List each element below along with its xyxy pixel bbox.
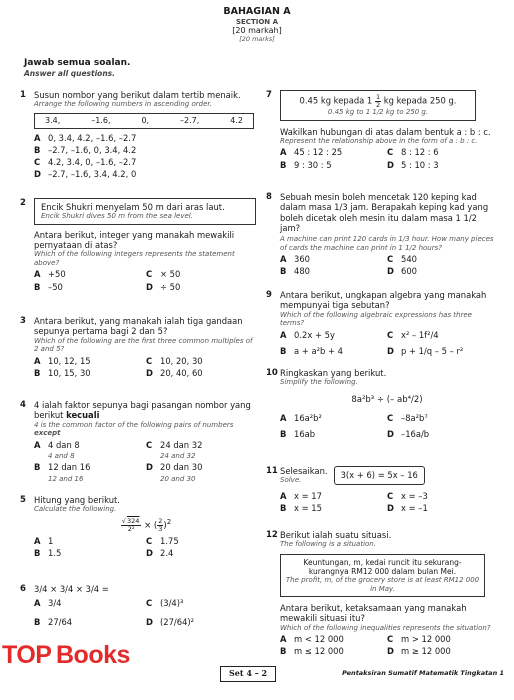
option-a[interactable] xyxy=(280,491,387,501)
question-9 xyxy=(266,290,494,356)
option-text: –2.7, –1.6, 0, 3.4, 4.2 xyxy=(48,144,137,155)
section-title-ms: BAHAGIAN A xyxy=(223,6,291,17)
option-text: a + a²b + 4 xyxy=(294,345,343,356)
option-text: (27/64)² xyxy=(160,616,195,627)
number-item: 0, xyxy=(141,115,150,125)
option-letter: B xyxy=(280,503,287,514)
question-text-en-2: Which of the following inequalities represents the situation? xyxy=(280,623,491,632)
option-a[interactable] xyxy=(34,598,146,608)
question-text-ms: Susun nombor yang berikut dalam tertib menaik. xyxy=(34,90,241,100)
instructions-en: Answer all questions. xyxy=(24,68,115,78)
question-6 xyxy=(20,584,258,627)
option-text: 1 xyxy=(48,536,54,547)
option-c[interactable] xyxy=(387,330,494,340)
question-text-en: The following is a situation. xyxy=(280,540,376,549)
question-number: 3 xyxy=(20,316,26,326)
question-text-en: Represent the relationship above in the form of a : b : c. xyxy=(280,136,478,145)
option-letter: D xyxy=(146,281,153,292)
option-text-en: 4 and 8 xyxy=(48,451,75,460)
options-row xyxy=(280,646,494,656)
option-b[interactable] xyxy=(280,346,387,356)
question-8 xyxy=(266,192,494,277)
options-row xyxy=(34,598,258,608)
option-letter: D xyxy=(387,159,394,170)
set-label: Set 4 – 2 xyxy=(220,666,276,682)
option-d[interactable] xyxy=(146,368,258,378)
question-text-main: 4 is the common factor of the following pairs of numbers xyxy=(34,420,234,429)
option-text: 4.2, 3.4, 0, –1.6, –2.7 xyxy=(48,157,137,168)
options-row xyxy=(34,269,258,279)
option-letter: A xyxy=(34,132,41,143)
option-text: 600 xyxy=(401,266,417,277)
option-text: 24 dan 32 xyxy=(160,439,203,450)
options-row xyxy=(280,266,494,276)
footer-title: Pentaksiran Sumatif Matematik Tingkatan 1 xyxy=(342,669,504,677)
question-number: 8 xyxy=(266,192,272,202)
option-text: –50 xyxy=(48,281,63,292)
option-letter: C xyxy=(146,439,153,450)
option-letter: C xyxy=(146,269,153,280)
option-letter: B xyxy=(34,281,41,292)
option-d[interactable] xyxy=(34,169,258,179)
option-text: 1.5 xyxy=(48,548,62,559)
option-d[interactable] xyxy=(387,429,494,439)
question-text-en: Calculate the following. xyxy=(34,505,117,514)
number-item: 3.4, xyxy=(45,115,61,125)
relationship-box xyxy=(280,90,476,121)
option-text: 27/64 xyxy=(48,616,73,627)
question-text-ms: Antara berikut, yang manakah ialah tiga gandaan sepunya pertama bagi 2 dan 5? xyxy=(34,316,243,337)
option-text: –2.7, –1.6, 3.4, 4.2, 0 xyxy=(48,169,137,180)
option-letter: D xyxy=(146,616,153,627)
option-letter: C xyxy=(387,254,394,265)
option-text-en: 20 and 30 xyxy=(160,474,196,483)
option-b[interactable] xyxy=(280,646,387,656)
option-text: 45 : 12 : 25 xyxy=(294,147,343,158)
option-a[interactable] xyxy=(34,536,146,546)
question-text-ms xyxy=(34,400,258,421)
option-letter: B xyxy=(34,144,41,155)
option-letter: B xyxy=(34,548,41,559)
options-row xyxy=(280,413,494,423)
question-text-ms: Selesaikan. xyxy=(280,466,328,476)
option-b[interactable] xyxy=(34,617,146,627)
options-row xyxy=(34,282,258,292)
option-text: 10, 12, 15 xyxy=(48,355,91,366)
option-letter: A xyxy=(280,490,287,501)
question-number: 4 xyxy=(20,400,26,410)
option-letter: A xyxy=(34,269,41,280)
options-row xyxy=(34,536,258,546)
question-12 xyxy=(266,530,494,657)
question-text-ms: Antara berikut, integer yang manakah mewakili pernyataan di atas? xyxy=(34,229,235,251)
option-text: –16a/b xyxy=(401,429,430,440)
option-b[interactable] xyxy=(280,160,387,170)
option-b[interactable] xyxy=(34,548,146,558)
section-marks-ms: [20 markah] xyxy=(232,26,282,36)
number-item: –1.6, xyxy=(91,115,111,125)
option-b[interactable] xyxy=(280,429,387,439)
instructions xyxy=(24,58,130,78)
option-d[interactable] xyxy=(387,266,494,276)
option-letter: D xyxy=(387,646,394,657)
options-row xyxy=(280,503,494,513)
option-c[interactable] xyxy=(387,413,494,423)
denominator: 3 xyxy=(158,524,163,533)
section-marks-en: [20 marks] xyxy=(239,34,275,43)
option-letter: D xyxy=(387,503,394,514)
option-letter: A xyxy=(280,413,287,424)
option-letter: A xyxy=(34,355,41,366)
option-text: 20, 40, 60 xyxy=(160,367,203,378)
option-letter: D xyxy=(146,548,153,559)
options-row xyxy=(34,462,258,483)
question-text-ms: Berikut ialah suatu situasi. xyxy=(280,530,392,540)
option-c[interactable] xyxy=(34,157,258,167)
option-c[interactable] xyxy=(387,634,494,644)
option-c[interactable] xyxy=(387,491,494,501)
options-row xyxy=(280,330,494,340)
option-b[interactable] xyxy=(280,503,387,513)
question-text-ms: Hitung yang berikut. xyxy=(34,495,120,505)
option-b[interactable] xyxy=(34,368,146,378)
fraction: $\frac{1}{2}$ xyxy=(375,93,381,109)
option-text-en: 24 and 32 xyxy=(160,451,196,460)
option-d[interactable] xyxy=(146,462,258,483)
number-list-box xyxy=(34,113,254,129)
question-number: 12 xyxy=(266,530,278,540)
option-letter: B xyxy=(34,462,41,473)
option-letter: B xyxy=(280,646,287,657)
fraction: $\frac{√324}{\text{2²}}$ xyxy=(121,517,140,533)
options-row xyxy=(280,429,494,439)
section-header xyxy=(0,6,514,44)
option-a[interactable] xyxy=(280,254,387,264)
math-expression: 8a²b³ ÷ (– ab⁴/2) xyxy=(351,394,423,405)
option-d[interactable] xyxy=(387,346,494,356)
topbooks-logo xyxy=(0,640,150,688)
question-number: 7 xyxy=(266,90,272,100)
option-text: 20 dan 30 xyxy=(160,462,203,473)
question-text-ms: Wakilkan hubungan di atas dalam bentuk a : b : c. xyxy=(280,126,491,137)
option-text: 16ab xyxy=(294,429,316,440)
question-text-ms: Sebuah mesin boleh mencetak 120 keping kad dalam masa 1/3 jam. Berapakah keping kad yang boleh dicetak oleh mesin itu dalam masa 1 1/2 jam? xyxy=(280,192,489,233)
option-letter: D xyxy=(34,169,41,180)
question-text-en: Arrange the following numbers in ascending order. xyxy=(34,100,212,109)
question-1 xyxy=(20,90,258,180)
question-number: 10 xyxy=(266,368,278,378)
options-row xyxy=(34,617,258,627)
fraction xyxy=(157,518,163,532)
option-a[interactable] xyxy=(34,356,146,366)
option-text: 480 xyxy=(294,266,310,277)
question-text-en: Solve. xyxy=(280,476,302,485)
options-row xyxy=(34,548,258,558)
option-text: 9 : 30 : 5 xyxy=(294,159,332,170)
option-text-en: 12 and 16 xyxy=(48,474,84,483)
option-letter: A xyxy=(34,536,41,547)
question-2 xyxy=(20,198,258,292)
option-text: +50 xyxy=(48,269,66,280)
options-row xyxy=(280,160,494,170)
logo-word-top: TOP xyxy=(2,641,52,669)
options-row xyxy=(280,634,494,644)
option-text: 2.4 xyxy=(160,548,174,559)
option-letter: A xyxy=(34,439,41,450)
option-text: 16a²b² xyxy=(294,413,322,424)
relationship-part: kg kepada 250 g. xyxy=(383,95,457,106)
option-a[interactable] xyxy=(280,147,387,157)
option-letter: A xyxy=(34,598,41,609)
question-5 xyxy=(20,495,258,559)
math-expression: 3/4 × 3/4 × 3/4 = xyxy=(34,584,109,594)
option-text: x = –1 xyxy=(401,503,428,514)
option-text: 360 xyxy=(294,254,310,265)
question-text-en: Which of the following algebraic expressions has three terms? xyxy=(280,310,472,328)
option-letter: B xyxy=(34,616,41,627)
option-text: 5 : 10 : 3 xyxy=(401,159,439,170)
option-d[interactable] xyxy=(146,617,258,627)
option-d[interactable] xyxy=(146,282,258,292)
question-7 xyxy=(266,90,494,170)
option-text: m > 12 000 xyxy=(401,634,451,645)
option-letter: D xyxy=(387,345,394,356)
statement-en: Encik Shukri dives 50 m from the sea level. xyxy=(41,212,193,221)
option-b[interactable] xyxy=(280,266,387,276)
options-row xyxy=(34,356,258,366)
option-letter: C xyxy=(146,536,153,547)
section-title-en: SECTION A xyxy=(235,17,278,26)
relationship-part: 0.45 kg kepada 1 xyxy=(299,95,373,106)
question-text-en: Which of the following integers represents the statement above? xyxy=(34,250,235,267)
option-c[interactable] xyxy=(387,254,494,264)
option-c[interactable] xyxy=(146,356,258,366)
option-letter: A xyxy=(280,329,287,340)
math-expression: $\frac{√324}{\text{2²}}$ × ( $\frac{2}{3}$ )$^2$ xyxy=(121,516,172,533)
question-text-emphasis: kecuali xyxy=(66,410,100,421)
question-text-en xyxy=(34,421,258,438)
option-text: 4 dan 8 xyxy=(48,439,80,450)
option-letter: C xyxy=(387,147,394,158)
option-letter: C xyxy=(387,634,394,645)
question-text-ms: Ringkaskan yang berikut. xyxy=(280,368,387,378)
question-text-ms-2: Antara berikut, ketaksamaan yang manakah mewakili situasi itu? xyxy=(280,603,467,624)
option-letter: D xyxy=(387,266,394,277)
number-item: –2.7, xyxy=(180,115,200,125)
option-text: 10, 15, 30 xyxy=(48,367,91,378)
relationship-ms xyxy=(287,94,469,108)
option-letter: D xyxy=(387,429,394,440)
option-letter: B xyxy=(280,429,287,440)
option-a[interactable] xyxy=(34,269,146,279)
options-row xyxy=(34,440,258,461)
option-text: 540 xyxy=(401,254,417,265)
options-row xyxy=(280,147,494,157)
option-letter: B xyxy=(280,266,287,277)
question-11 xyxy=(266,466,494,513)
option-text: m ≥ 12 000 xyxy=(401,646,451,657)
option-text: 12 dan 16 xyxy=(48,462,91,473)
option-letter: D xyxy=(146,367,153,378)
option-letter: C xyxy=(146,355,153,366)
statement-box xyxy=(34,198,256,225)
option-text: 0.2x + 5y xyxy=(294,329,335,340)
option-letter: A xyxy=(280,254,287,265)
option-text: 8 : 12 : 6 xyxy=(401,147,439,158)
option-d[interactable] xyxy=(387,503,494,513)
statement-ms: Encik Shukri menyelam 50 m dari aras laut. xyxy=(41,202,225,212)
option-a[interactable] xyxy=(280,330,387,340)
question-text-en: Which of the following are the first three common multiples of 2 and 5? xyxy=(34,336,253,354)
option-text: p + 1/q – 5 – r² xyxy=(401,345,464,356)
question-number: 9 xyxy=(266,290,272,300)
option-a[interactable] xyxy=(34,440,146,461)
question-10 xyxy=(266,368,494,440)
question-number: 11 xyxy=(266,466,278,476)
option-text: 10, 20, 30 xyxy=(160,355,203,366)
option-c[interactable] xyxy=(387,147,494,157)
option-text: x = –3 xyxy=(401,490,428,501)
option-text: ÷ 50 xyxy=(160,281,181,292)
option-d[interactable] xyxy=(146,548,258,558)
option-letter: D xyxy=(146,462,153,473)
option-a[interactable] xyxy=(280,634,387,644)
question-number: 1 xyxy=(20,90,26,100)
option-text: x = 15 xyxy=(294,503,322,514)
option-letter: C xyxy=(387,413,394,424)
question-4 xyxy=(20,400,258,483)
question-text-emphasis: except xyxy=(34,429,61,438)
options-row xyxy=(280,491,494,501)
question-text-ms: Antara berikut, ungkapan algebra yang manakah mempunyai tiga sebutan? xyxy=(280,290,487,311)
option-letter: A xyxy=(280,634,287,645)
option-c[interactable] xyxy=(146,269,258,279)
option-letter: C xyxy=(387,329,394,340)
relationship-en: 0.45 kg to 1 1/2 kg to 250 g. xyxy=(327,108,429,116)
question-number: 2 xyxy=(20,198,26,208)
numerator: 2 xyxy=(158,517,163,526)
question-text-en: A machine can print 120 cards in 1/3 hour. How many pieces of cards the machine can print in 1 1/2 hours? xyxy=(280,235,494,252)
option-text: 1.75 xyxy=(160,536,179,547)
option-letter: B xyxy=(280,345,287,356)
situation-box xyxy=(280,554,485,597)
equation-box: 3(x + 6) = 5x – 16 xyxy=(334,466,425,484)
option-a[interactable] xyxy=(34,133,258,143)
option-text: × 50 xyxy=(160,269,181,280)
option-text: 0, 3.4, 4.2, –1.6, –2.7 xyxy=(48,132,137,143)
option-b[interactable] xyxy=(34,282,146,292)
situation-en: The profit, m, of the grocery store is at least RM12 000 in May. xyxy=(285,576,480,593)
instructions-ms: Jawab semua soalan. xyxy=(24,58,131,68)
option-text: 3/4 xyxy=(48,598,62,609)
option-b[interactable] xyxy=(34,145,258,155)
option-d[interactable] xyxy=(387,160,494,170)
option-text: m ≤ 12 000 xyxy=(294,646,344,657)
option-c[interactable] xyxy=(146,440,258,461)
option-letter: B xyxy=(280,159,287,170)
question-number: 6 xyxy=(20,584,26,594)
option-a[interactable] xyxy=(280,413,387,423)
option-b[interactable] xyxy=(34,462,146,483)
option-letter: B xyxy=(34,367,41,378)
option-text: x² – 1f²/4 xyxy=(401,329,439,340)
question-text-en: Simplify the following. xyxy=(280,378,358,387)
option-letter: A xyxy=(280,147,287,158)
option-letter: C xyxy=(146,598,153,609)
option-d[interactable] xyxy=(387,646,494,656)
options-row xyxy=(34,368,258,378)
option-c[interactable] xyxy=(146,598,258,608)
option-letter: C xyxy=(34,157,41,168)
radicand: 324 xyxy=(126,517,140,526)
situation-ms: Keuntungan, m, kedai runcit itu sekurang-kurangnya RM12 000 dalam bulan Mei. xyxy=(303,557,462,576)
option-text: x = 17 xyxy=(294,490,322,501)
option-letter: C xyxy=(387,490,394,501)
options-row xyxy=(280,346,494,356)
question-number: 5 xyxy=(20,495,26,505)
question-text-main: 4 ialah faktor sepunya bagi pasangan nombor yang berikut xyxy=(34,400,251,421)
options-row xyxy=(280,254,494,264)
question-3 xyxy=(20,316,258,378)
denominator: 2² xyxy=(127,524,135,533)
option-c[interactable] xyxy=(146,536,258,546)
logo-word-books: Books xyxy=(56,641,130,669)
number-item: 4.2 xyxy=(230,115,243,125)
option-text: (3/4)³ xyxy=(160,598,184,609)
option-text: m < 12 000 xyxy=(294,634,344,645)
option-text: –8a²b⁷ xyxy=(401,413,428,424)
